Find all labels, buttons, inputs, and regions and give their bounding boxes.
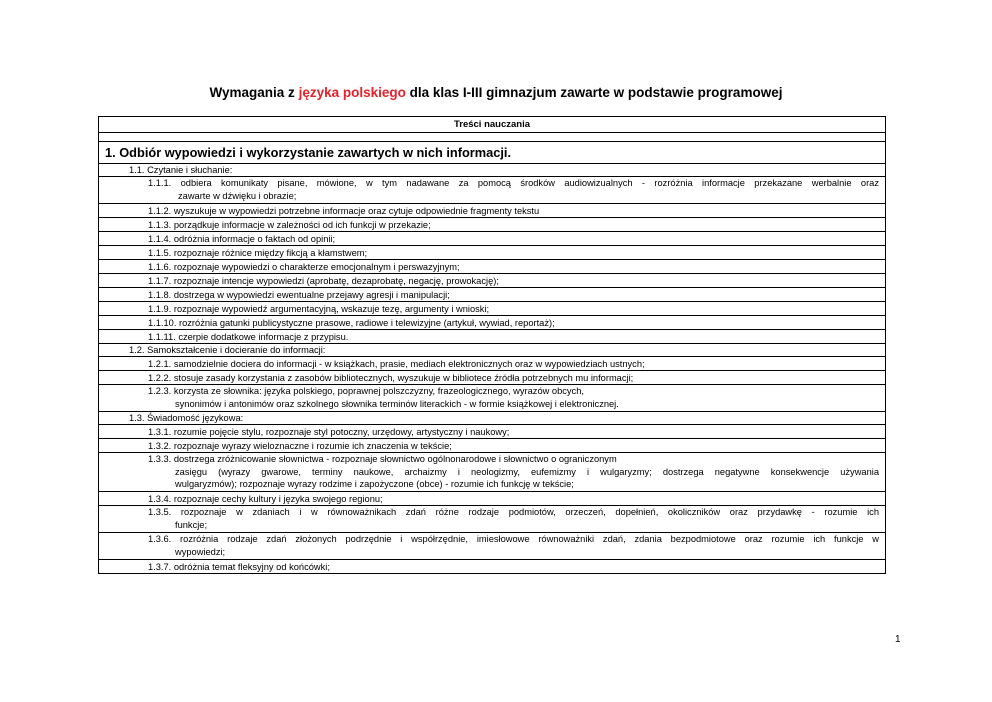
list-item: 1.1.9. rozpoznaje wypowiedź argumentacyjną, wskazuje tezę, argumenty i wnioski; bbox=[99, 301, 885, 315]
item-text: 1.1.1. odbiera komunikaty pisane, mówione, w tym nadawane za pomocą środków audiowizualnych - rozróżnia informacje przekazane werbalnie oraz bbox=[148, 178, 879, 188]
list-item: 1.1.8. dostrzega w wypowiedzi ewentualne przejawy agresji i manipulacji; bbox=[99, 287, 885, 301]
section-heading: 1. Odbiór wypowiedzi i wykorzystanie zawartych w nich informacji. bbox=[99, 141, 885, 163]
item-text: 1.3.3. dostrzega zróżnicowanie słownictwa - rozpoznaje słownictwo ogólnonarodowe i słownictwo o ograniczonym bbox=[148, 454, 617, 464]
page-number: 1 bbox=[895, 634, 901, 645]
item-text-continued: wypowiedzi; bbox=[175, 546, 226, 557]
list-item: 1.1.10. rozróżnia gatunki publicystyczne prasowe, radiowe i telewizyjne (artykuł, wywiad, reportaż); bbox=[99, 315, 885, 329]
list-item bbox=[99, 532, 885, 559]
item-text-continued: zasięgu (wyrazy gwarowe, terminy naukowe, archaizmy i neologizmy, eufemizmy i wulgaryzmy; dostrzega negatywne konsekwencje używania bbox=[175, 466, 879, 477]
list-item: 1.1.2. wyszukuje w wypowiedzi potrzebne informacje oraz cytuje odpowiednie fragmenty tekstu bbox=[99, 203, 885, 217]
item-text: 1.3.6. rozróżnia rodzaje zdań złożonych podrzędnie i współrzędnie, imiesłowowe równoważniki zdań, zdania bezpodmiotowe oraz rozumie ich funkcje w bbox=[148, 534, 879, 544]
curriculum-table bbox=[98, 116, 886, 574]
list-item bbox=[99, 176, 885, 203]
document-title bbox=[0, 85, 992, 100]
list-item: 1.3.1. rozumie pojęcie stylu, rozpoznaje styl potoczny, urzędowy, artystyczny i naukowy; bbox=[99, 424, 885, 438]
item-text: 1.3.5. rozpoznaje w zdaniach i w równoważnikach zdań różne rodzaje podmiotów, orzeczeń, dopełnień, okoliczników oraz przydawkę - rozumie ich bbox=[148, 507, 879, 517]
item-text-continued: synonimów i antonimów oraz szkolnego słownika terminów literackich - w formie książkowej i elektronicznej. bbox=[175, 398, 619, 409]
list-item: 1.1.4. odróżnia informacje o faktach od opinii; bbox=[99, 231, 885, 245]
list-item: 1.1.7. rozpoznaje intencje wypowiedzi (aprobatę, dezaprobatę, negację, prowokację); bbox=[99, 273, 885, 287]
title-part1: Wymagania z bbox=[209, 85, 299, 100]
list-item: 1.2.1. samodzielnie dociera do informacji - w książkach, prasie, mediach elektronicznych oraz w wypowiedziach ustnych; bbox=[99, 356, 885, 370]
subsection-1-1: 1.1. Czytanie i słuchanie: bbox=[99, 163, 885, 176]
item-text-continued: funkcje; bbox=[175, 519, 208, 530]
title-part2: dla klas I-III gimnazjum zawarte w podstawie programowej bbox=[405, 85, 783, 100]
list-item: 1.3.2. rozpoznaje wyrazy wieloznaczne i rozumie ich znaczenia w tekście; bbox=[99, 438, 885, 452]
list-item: 1.1.3. porządkuje informacje w zależności od ich funkcji w przekazie; bbox=[99, 217, 885, 231]
title-highlight: języka polskiego bbox=[298, 85, 406, 100]
list-item: 1.1.11. czerpie dodatkowe informacje z przypisu. bbox=[99, 329, 885, 343]
item-text-continued: wulgaryzmów); rozpoznaje wyrazy rodzime i zapożyczone (obce) - rozumie ich funkcję w tekście; bbox=[175, 479, 574, 489]
list-item: 1.1.6. rozpoznaje wypowiedzi o charakterze emocjonalnym i perswazyjnym; bbox=[99, 259, 885, 273]
subsection-1-2: 1.2. Samokształcenie i docieranie do informacji: bbox=[99, 343, 885, 356]
subsection-1-3: 1.3. Świadomość językowa: bbox=[99, 411, 885, 424]
list-item bbox=[99, 384, 885, 411]
list-item bbox=[99, 505, 885, 532]
list-item: 1.1.5. rozpoznaje różnice między fikcją a kłamstwem; bbox=[99, 245, 885, 259]
blank-row bbox=[99, 132, 885, 141]
list-item bbox=[99, 452, 885, 491]
item-text-continued: zawarte w dźwięku i obrazie; bbox=[178, 190, 297, 201]
list-item: 1.2.2. stosuje zasady korzystania z zasobów bibliotecznych, wyszukuje w bibliotece źródła potrzebnych mu informacji; bbox=[99, 370, 885, 384]
list-item: 1.3.7. odróżnia temat fleksyjny od końcówki; bbox=[99, 559, 885, 573]
list-item: 1.3.4. rozpoznaje cechy kultury i języka swojego regionu; bbox=[99, 491, 885, 505]
item-text: 1.2.3. korzysta ze słownika: języka polskiego, poprawnej polszczyzny, frazeologicznego, wyrazów obcych, bbox=[148, 386, 584, 396]
table-header: Treści nauczania bbox=[453, 119, 531, 130]
